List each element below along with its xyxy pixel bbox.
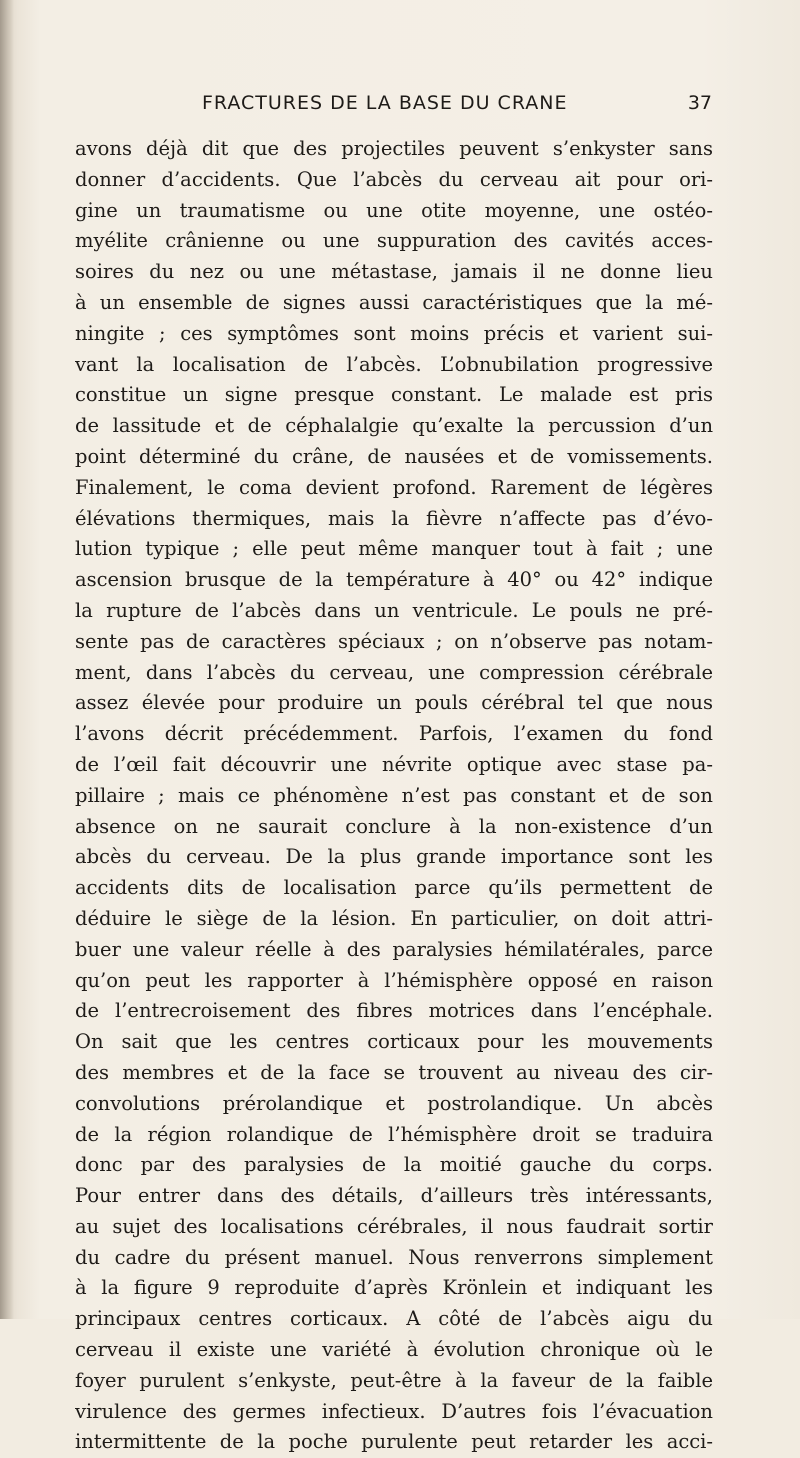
text-line: ningite ; ces symptômes sont moins précis et varient sui-	[75, 321, 713, 345]
text-line: élévations thermiques, mais la fièvre n’affecte pas d’évo-	[75, 506, 713, 530]
text-line: convolutions prérolandique et postrolandique. Un abcès	[75, 1091, 713, 1115]
text-line: vant la localisation de l’abcès. L’obnubilation progressive	[75, 352, 713, 376]
text-line: buer une valeur réelle à des paralysies hémilatérales, parce	[75, 937, 713, 961]
text-line: de la région rolandique de l’hémisphère droit se traduira	[75, 1122, 713, 1146]
text-line: lution typique ; elle peut même manquer tout à fait ; une	[75, 537, 713, 561]
text-line: On sait que les centres corticaux pour les mouvements	[75, 1030, 713, 1054]
text-line: la rupture de l’abcès dans un ventricule. Le pouls ne pré-	[75, 598, 713, 622]
text-line: constitue un signe presque constant. Le malade est pris	[75, 383, 713, 407]
text-line: de lassitude et de céphalalgie qu’exalte la percussion d’un	[75, 414, 713, 438]
text-line: au sujet des localisations cérébrales, il nous faudrait sortir	[75, 1214, 713, 1238]
text-line: pillaire ; mais ce phénomène n’est pas constant et de son	[75, 783, 713, 807]
text-line: Pour entrer dans des détails, d’ailleurs très intéressants,	[75, 1184, 713, 1208]
text-line: abcès du cerveau. De la plus grande importance sont les	[75, 845, 713, 869]
text-line: sente pas de caractères spéciaux ; on n’observe pas notam-	[75, 629, 713, 653]
text-line: ascension brusque de la température à 40° ou 42° indique	[75, 568, 713, 592]
text-line: absence on ne saurait conclure à la non-existence d’un	[75, 814, 713, 838]
text-line: principaux centres corticaux. A côté de l’abcès aigu du	[75, 1307, 713, 1331]
text-line: de l’entrecroisement des fibres motrices dans l’encéphale.	[75, 999, 713, 1023]
text-line: des membres et de la face se trouvent au niveau des cir-	[75, 1060, 713, 1084]
body-paragraph	[75, 134, 713, 1458]
text-line: donc par des paralysies de la moitié gauche du corps.	[75, 1153, 713, 1177]
page-number: 37	[687, 92, 712, 114]
text-line: ment, dans l’abcès du cerveau, une compression cérébrale	[75, 660, 713, 684]
text-line: assez élevée pour produire un pouls cérébral tel que nous	[75, 691, 713, 715]
text-line: de l’œil fait découvrir une névrite optique avec stase pa-	[75, 752, 713, 776]
text-line: déduire le siège de la lésion. En particulier, on doit attri-	[75, 906, 713, 930]
text-line: gine un traumatisme ou une otite moyenne, une ostéo-	[75, 198, 713, 222]
text-line: myélite crânienne ou une suppuration des cavités acces-	[75, 229, 713, 253]
text-line: qu’on peut les rapporter à l’hémisphère opposé en raison	[75, 968, 713, 992]
page-binding-edge	[0, 0, 14, 1319]
text-line: avons déjà dit que des projectiles peuvent s’enkyster sans	[75, 137, 713, 160]
text-line: l’avons décrit précédemment. Parfois, l’examen du fond	[75, 722, 713, 746]
text-line: soires du nez ou une métastase, jamais il ne donne lieu	[75, 260, 713, 284]
running-head	[72, 92, 712, 122]
text-line: du cadre du présent manuel. Nous renverrons simplement	[75, 1245, 713, 1269]
text-line: intermittente de la poche purulente peut retarder les acci-	[75, 1430, 713, 1454]
text-line: Finalement, le coma devient profond. Rarement de légères	[75, 475, 713, 499]
text-line: point déterminé du crâne, de nausées et de vomissements.	[75, 444, 713, 468]
text-line: donner d’accidents. Que l’abcès du cerveau ait pour ori-	[75, 167, 713, 191]
text-line: à un ensemble de signes aussi caractéristiques que la mé-	[75, 290, 713, 314]
text-line: accidents dits de localisation parce qu’ils permettent de	[75, 876, 713, 900]
running-title: FRACTURES DE LA BASE DU CRANE	[202, 92, 568, 114]
text-line: foyer purulent s’enkyste, peut-être à la faveur de la faible	[75, 1368, 713, 1392]
text-line: à la figure 9 reproduite d’après Krönlein et indiquant les	[75, 1276, 713, 1300]
text-line: virulence des germes infectieux. D’autres fois l’évacuation	[75, 1399, 713, 1423]
text-line: cerveau il existe une variété à évolution chronique où le	[75, 1338, 713, 1362]
